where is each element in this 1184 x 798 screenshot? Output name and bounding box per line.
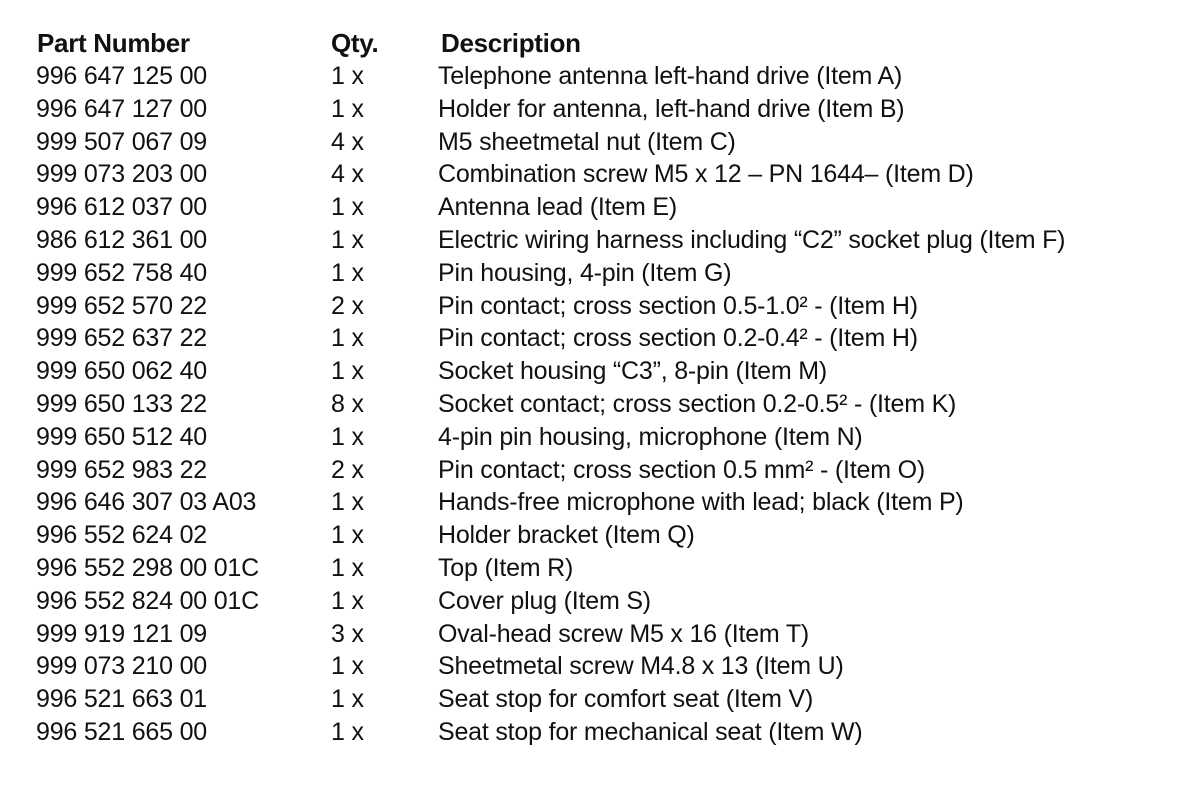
table-row [0,486,1184,519]
description-cell: Pin contact; cross section 0.5-1.0² - (Item H) [438,291,918,320]
part-number-cell: 996 521 663 01 [36,685,207,714]
qty-cell: 1 x [331,62,364,90]
qty-cell: 4 x [331,160,364,189]
part-number-cell: 999 507 067 09 [36,127,207,156]
part-number-cell: 996 647 125 00 [36,62,207,90]
header-part-number: Part Number [37,28,190,58]
part-number-cell: 986 612 361 00 [36,225,207,254]
table-row [0,355,1184,388]
table-row [0,454,1184,487]
qty-cell: 1 x [331,422,364,451]
part-number-cell: 996 552 624 02 [36,521,207,550]
part-number-cell: 999 073 203 00 [36,160,207,189]
header-qty: Qty. [331,28,379,58]
description-cell: Seat stop for mechanical seat (Item W) [438,717,863,746]
part-number-cell: 999 650 512 40 [36,422,207,451]
qty-cell: 1 x [331,553,364,582]
description-cell: Sheetmetal screw M4.8 x 13 (Item U) [438,652,844,681]
qty-cell: 1 x [331,225,364,254]
table-row [0,683,1184,716]
description-cell: Pin housing, 4-pin (Item G) [438,258,732,287]
qty-cell: 1 x [331,324,364,353]
qty-cell: 1 x [331,258,364,287]
table-row [0,290,1184,323]
qty-cell: 3 x [331,619,364,648]
description-cell: Oval-head screw M5 x 16 (Item T) [438,619,810,648]
description-cell: Holder bracket (Item Q) [438,521,695,550]
qty-cell: 2 x [331,291,364,320]
qty-cell: 1 x [331,357,364,386]
description-cell: M5 sheetmetal nut (Item C) [438,127,736,156]
qty-cell: 1 x [331,685,364,714]
description-cell: Pin contact; cross section 0.5 mm² - (Item O) [438,455,925,484]
part-number-cell: 996 612 037 00 [36,193,207,222]
table-row [0,650,1184,683]
part-number-cell: 996 647 127 00 [36,94,207,123]
parts-table-body [0,60,1184,749]
table-row [0,191,1184,224]
part-number-cell: 999 650 062 40 [36,357,207,386]
part-number-cell: 999 652 758 40 [36,258,207,287]
description-cell: Socket contact; cross section 0.2-0.5² - (Item K) [438,389,957,418]
description-cell: Antenna lead (Item E) [438,193,677,222]
table-row [0,519,1184,552]
table-row [0,60,1184,93]
description-cell: Combination screw M5 x 12 – PN 1644– (Item D) [438,160,974,189]
table-row [0,126,1184,159]
parts-table-header [0,26,1184,60]
table-row [0,322,1184,355]
qty-cell: 1 x [331,94,364,123]
qty-cell: 4 x [331,127,364,156]
qty-cell: 2 x [331,455,364,484]
qty-cell: 8 x [331,389,364,418]
table-row [0,388,1184,421]
table-row [0,421,1184,454]
description-cell: Telephone antenna left-hand drive (Item A) [438,62,903,90]
description-cell: Holder for antenna, left-hand drive (Item B) [438,94,905,123]
part-number-cell: 996 552 298 00 01C [36,553,259,582]
part-number-cell: 999 650 133 22 [36,389,207,418]
qty-cell: 1 x [331,586,364,615]
table-row [0,158,1184,191]
part-number-cell: 996 646 307 03 A03 [36,488,257,517]
table-row [0,716,1184,749]
header-description: Description [441,28,581,58]
table-row [0,552,1184,585]
qty-cell: 1 x [331,521,364,550]
description-cell: Electric wiring harness including “C2” socket plug (Item F) [438,225,1066,254]
table-row [0,585,1184,618]
description-cell: Cover plug (Item S) [438,586,651,615]
part-number-cell: 999 652 983 22 [36,455,207,484]
description-cell: Top (Item R) [438,553,574,582]
qty-cell: 1 x [331,488,364,517]
description-cell: Socket housing “C3”, 8-pin (Item M) [438,357,827,386]
table-row [0,257,1184,290]
part-number-cell: 999 652 637 22 [36,324,207,353]
description-cell: Pin contact; cross section 0.2-0.4² - (Item H) [438,324,918,353]
qty-cell: 1 x [331,717,364,746]
part-number-cell: 999 652 570 22 [36,291,207,320]
qty-cell: 1 x [331,652,364,681]
description-cell: Hands-free microphone with lead; black (Item P) [438,488,964,517]
table-row [0,224,1184,257]
part-number-cell: 999 073 210 00 [36,652,207,681]
table-row [0,618,1184,651]
table-row [0,93,1184,126]
description-cell: 4-pin pin housing, microphone (Item N) [438,422,863,451]
description-cell: Seat stop for comfort seat (Item V) [438,685,814,714]
part-number-cell: 996 521 665 00 [36,717,207,746]
qty-cell: 1 x [331,193,364,222]
part-number-cell: 996 552 824 00 01C [36,586,259,615]
part-number-cell: 999 919 121 09 [36,619,207,648]
